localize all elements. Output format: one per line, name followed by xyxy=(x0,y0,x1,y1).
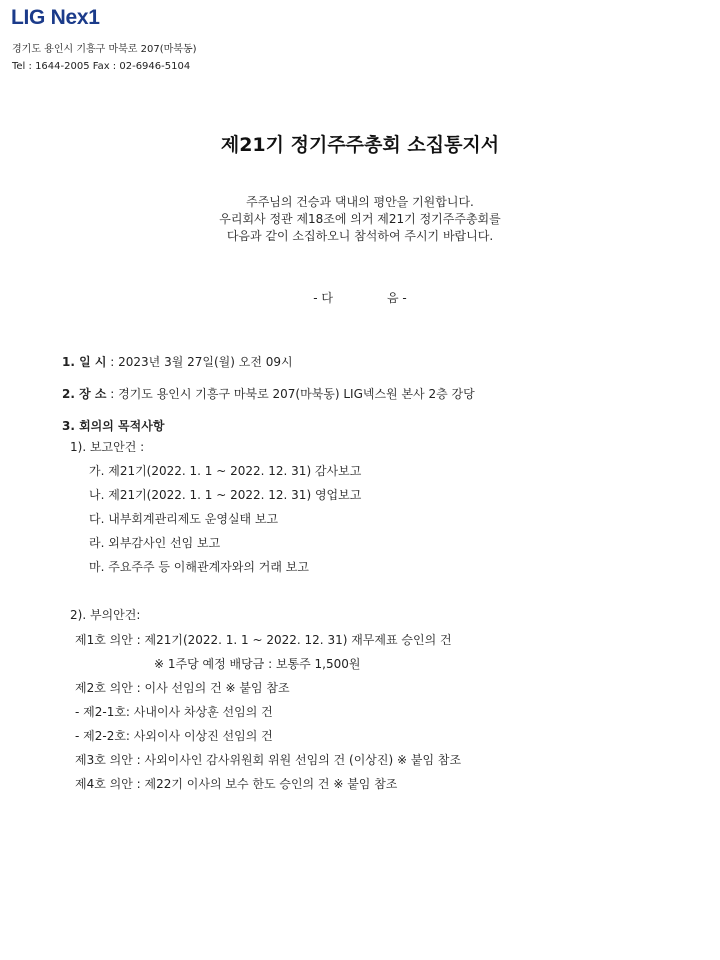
meeting-place xyxy=(62,385,475,402)
greeting-line-2: 우리회사 정관 제18조에 의거 제21기 정기주주총회를 xyxy=(219,212,501,226)
greeting-line-3: 다음과 같이 소집하오니 참석하여 주시기 바랍니다. xyxy=(226,229,494,243)
agenda-heading: 3. 회의의 목적사항 xyxy=(62,419,165,433)
report-item: 다. 내부회계관리제도 운영실태 보고 xyxy=(89,512,279,526)
meeting-date xyxy=(62,353,293,370)
resolution-subitem: - 제2-1호: 사내이사 차상훈 선임의 건 xyxy=(75,705,273,719)
dividend-note: ※ 1주당 예정 배당금 : 보통주 1,500원 xyxy=(154,657,361,671)
resolution-item: 제1호 의안 : 제21기(2022. 1. 1 ~ 2022. 12. 31) 재무제표 승인의 건 xyxy=(75,633,452,647)
resolution-item: 제2호 의안 : 이사 선임의 건 ※ 붙임 참조 xyxy=(75,681,290,695)
report-item: 마. 주요주주 등 이해관계자와의 거래 보고 xyxy=(89,560,309,574)
company-address: 경기도 용인시 기흥구 마북로 207(마북동) xyxy=(12,44,197,55)
greeting-line-1: 주주님의 건승과 댁내의 평안을 기원합니다. xyxy=(246,195,474,209)
document-title: 제21기 정기주주총회 소집통지서 xyxy=(220,134,500,156)
report-heading: 1). 보고안건 : xyxy=(70,440,145,454)
company-logo: LIG Nex1 xyxy=(11,6,100,29)
notice-heading-left: - 다 xyxy=(313,291,333,305)
resolution-item: 제4호 의안 : 제22기 이사의 보수 한도 승인의 건 ※ 붙임 참조 xyxy=(75,777,398,791)
resolution-item: 제3호 의안 : 사외이사인 감사위원회 위원 선임의 건 (이상진) ※ 붙임 참조 xyxy=(75,753,462,767)
report-item: 라. 외부감사인 선임 보고 xyxy=(89,536,221,550)
resolution-heading: 2). 부의안건: xyxy=(70,608,141,622)
meeting-place-label: 2. 장 소 xyxy=(62,387,107,401)
meeting-date-label: 1. 일 시 xyxy=(62,355,107,369)
company-contact: Tel : 1644-2005 Fax : 02-6946-5104 xyxy=(12,61,191,72)
notice-heading xyxy=(0,289,720,306)
meeting-place-value: : 경기도 용인시 기흥구 마북로 207(마북동) LIG넥스원 본사 2층 강당 xyxy=(106,387,475,401)
resolution-subitem: - 제2-2호: 사외이사 이상진 선임의 건 xyxy=(75,729,273,743)
notice-heading-right: 음 - xyxy=(387,291,407,305)
meeting-date-value: : 2023년 3월 27일(월) 오전 09시 xyxy=(106,355,293,369)
report-item: 나. 제21기(2022. 1. 1 ~ 2022. 12. 31) 영업보고 xyxy=(89,488,362,502)
report-item: 가. 제21기(2022. 1. 1 ~ 2022. 12. 31) 감사보고 xyxy=(89,464,362,478)
